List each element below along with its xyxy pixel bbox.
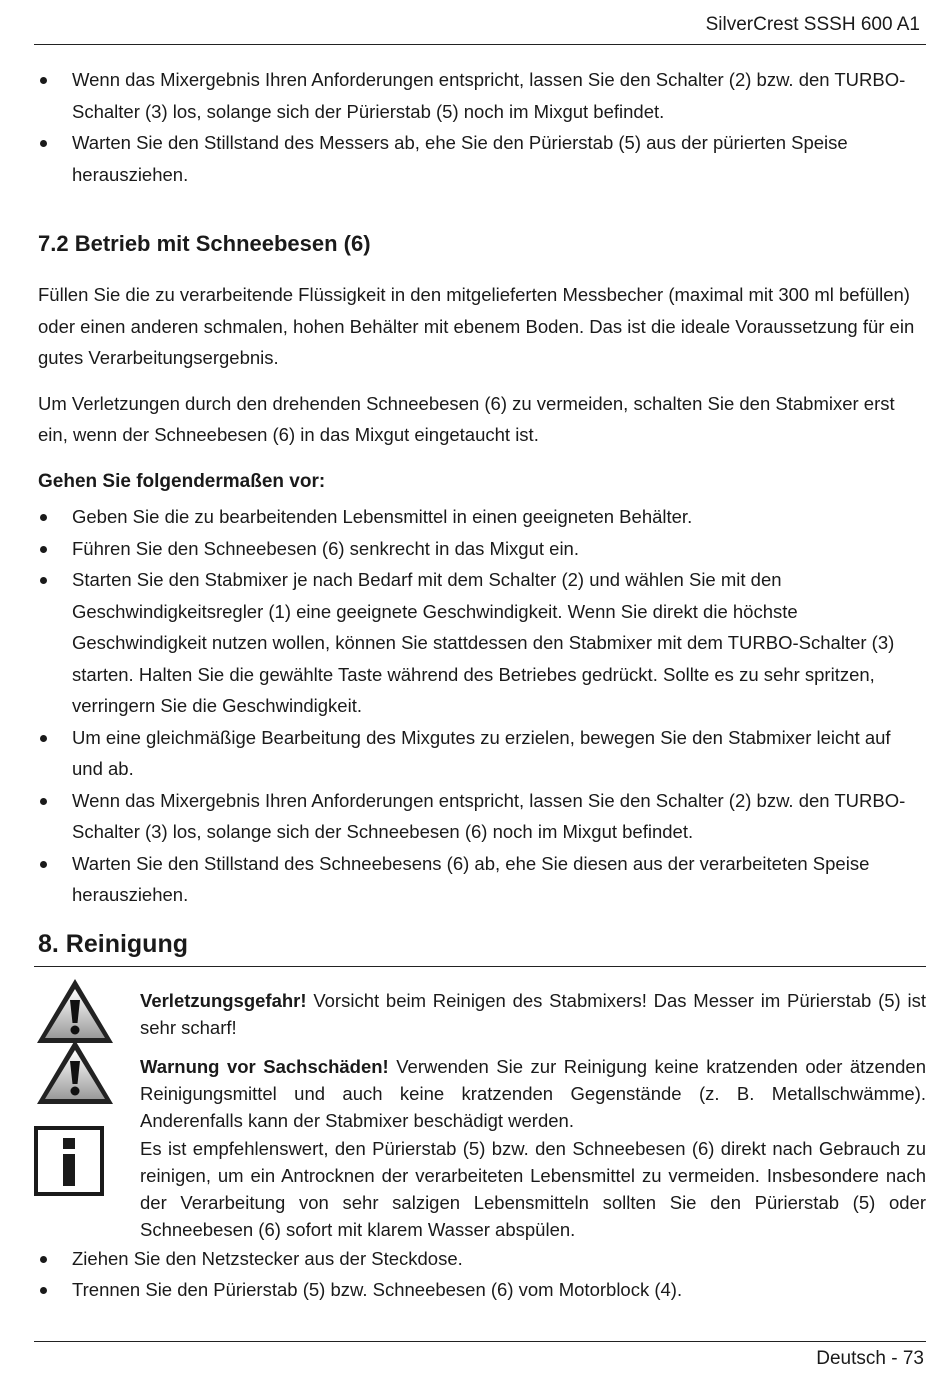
list-item [38, 533, 926, 565]
list-item-text: Trennen Sie den Pürierstab (5) bzw. Schneebesen (6) vom Motorblock (4). [72, 1279, 683, 1300]
list-item-text: Führen Sie den Schneebesen (6) senkrecht in das Mixgut ein. [72, 537, 579, 559]
section-8-rule [34, 966, 926, 967]
notice-bold-label: Verletzungsgefahr! [140, 989, 307, 1011]
info-icon [34, 1126, 104, 1203]
section-7-2-heading: 7.2 Betrieb mit Schneebesen (6) [38, 231, 371, 256]
warning-triangle-icon [34, 1037, 116, 1114]
notice-info [38, 1135, 926, 1241]
list-item [38, 1243, 926, 1275]
bullet-icon [40, 1287, 47, 1294]
bullet-icon [40, 140, 47, 147]
list-item-text: Wenn das Mixergebnis Ihren Anforderungen entspricht, lassen Sie den Schalter (2) bzw. den TURBO-Schalter (3) los, solange sich der Schneebesen (6) noch im Mixgut befindet. [72, 789, 906, 842]
header-title: SilverCrest SSSH 600 A1 [705, 14, 920, 35]
footer-page-label: Deutsch - 73 [816, 1348, 924, 1369]
list-item [38, 848, 926, 911]
notice-text: Verwenden Sie zur Reinigung keine kratzenden oder ätzenden Reinigungsmittel und auch keine kratzenden Gegenstände (z. B. Metallschwämme). Anderenfalls kann der Stabmixer beschädigt werden. [140, 1055, 926, 1131]
list-item-text: Warten Sie den Stillstand des Messers ab, ehe Sie den Pürierstab (5) aus der pürierten Speise herausziehen. [72, 132, 848, 185]
list-item [38, 722, 926, 785]
bullet-icon [40, 798, 47, 805]
bullet-icon [40, 77, 47, 84]
notice-text: Vorsicht beim Reinigen des Stabmixers! Das Messer im Pürierstab (5) ist sehr scharf! [140, 989, 926, 1038]
list-item-text: Ziehen Sie den Netzstecker aus der Steckdose. [72, 1247, 463, 1269]
bullet-icon [40, 546, 47, 553]
page-content [38, 64, 926, 1306]
list-item-text: Wenn das Mixergebnis Ihren Anforderungen entspricht, lassen Sie den Schalter (2) bzw. den TURBO-Schalter (3) los, solange sich der Pürierstab (5) noch im Mixgut befindet. [72, 69, 906, 122]
footer-rule [34, 1341, 926, 1342]
list-item-text: Geben Sie die zu bearbeitenden Lebensmittel in einen geeigneten Behälter. [72, 506, 693, 527]
header-rule [34, 44, 926, 45]
notice-text: Es ist empfehlenswert, den Pürierstab (5) bzw. den Schneebesen (6) direkt nach Gebrauch zu reinigen, um ein Antrocknen der verarbeiteten Lebensmittel zu vermeiden. Insbesondere nach der Verarbeitung von sehr salzigen Lebensmitteln sollten Sie den Pürierstab (5) oder Schneebesen (6) sofort mit klarem Wasser abspülen. [140, 1137, 926, 1240]
list-item [38, 64, 926, 127]
procedure-bullet-list [38, 501, 926, 911]
list-item [38, 1274, 926, 1306]
procedure-subheading: Gehen Sie folgendermaßen vor: [38, 470, 326, 492]
list-item [38, 785, 926, 848]
list-item [38, 501, 926, 533]
bullet-icon [40, 735, 47, 742]
bullet-icon [40, 1256, 47, 1263]
notice-injury-warning [38, 987, 926, 1043]
list-item [38, 127, 926, 190]
list-item [38, 564, 926, 722]
section-7-2-paragraph-1: Füllen Sie die zu verarbeitende Flüssigkeit in den mitgelieferten Messbecher (maximal mit 300 ml befüllen) oder einen anderen schmalen, hohen Behälter mit ebenem Boden. Das ist die ideale Voraussetzung für ein gutes Verarbeitungsergebnis. [38, 284, 915, 368]
bullet-icon [40, 861, 47, 868]
section-8-heading: 8. Reinigung [38, 929, 188, 958]
bullet-icon [40, 514, 47, 521]
bullet-icon [40, 577, 47, 584]
list-item-text: Warten Sie den Stillstand des Schneebesens (6) ab, ehe Sie diesen aus der verarbeiteten Speise herausziehen. [72, 852, 870, 905]
top-bullet-list [38, 64, 926, 190]
cleaning-bullet-list [38, 1243, 926, 1306]
notice-damage-warning [38, 1053, 926, 1131]
section-7-2-paragraph-2: Um Verletzungen durch den drehenden Schneebesen (6) zu vermeiden, schalten Sie den Stabmixer erst ein, wenn der Schneebesen (6) in das Mixgut eingetaucht ist. [38, 392, 895, 445]
list-item-text: Um eine gleichmäßige Bearbeitung des Mixgutes zu erzielen, bewegen Sie den Stabmixer leicht auf und ab. [72, 726, 891, 779]
list-item-text: Starten Sie den Stabmixer je nach Bedarf mit dem Schalter (2) und wählen Sie mit den Geschwindigkeitsregler (1) eine geeignete Geschwindigkeit. Wenn Sie direkt die höchste Geschwindigkeit nutzen wollen, können Sie stattdessen den Stabmixer mit dem TURBO-Schalter (3) starten. Halten Sie die gewählte Taste während des Betriebes gedrückt. Sollte es zu sehr spritzen, verringern Sie die Geschwindigkeit. [72, 569, 895, 716]
notice-bold-label: Warnung vor Sachschäden! [140, 1055, 389, 1077]
